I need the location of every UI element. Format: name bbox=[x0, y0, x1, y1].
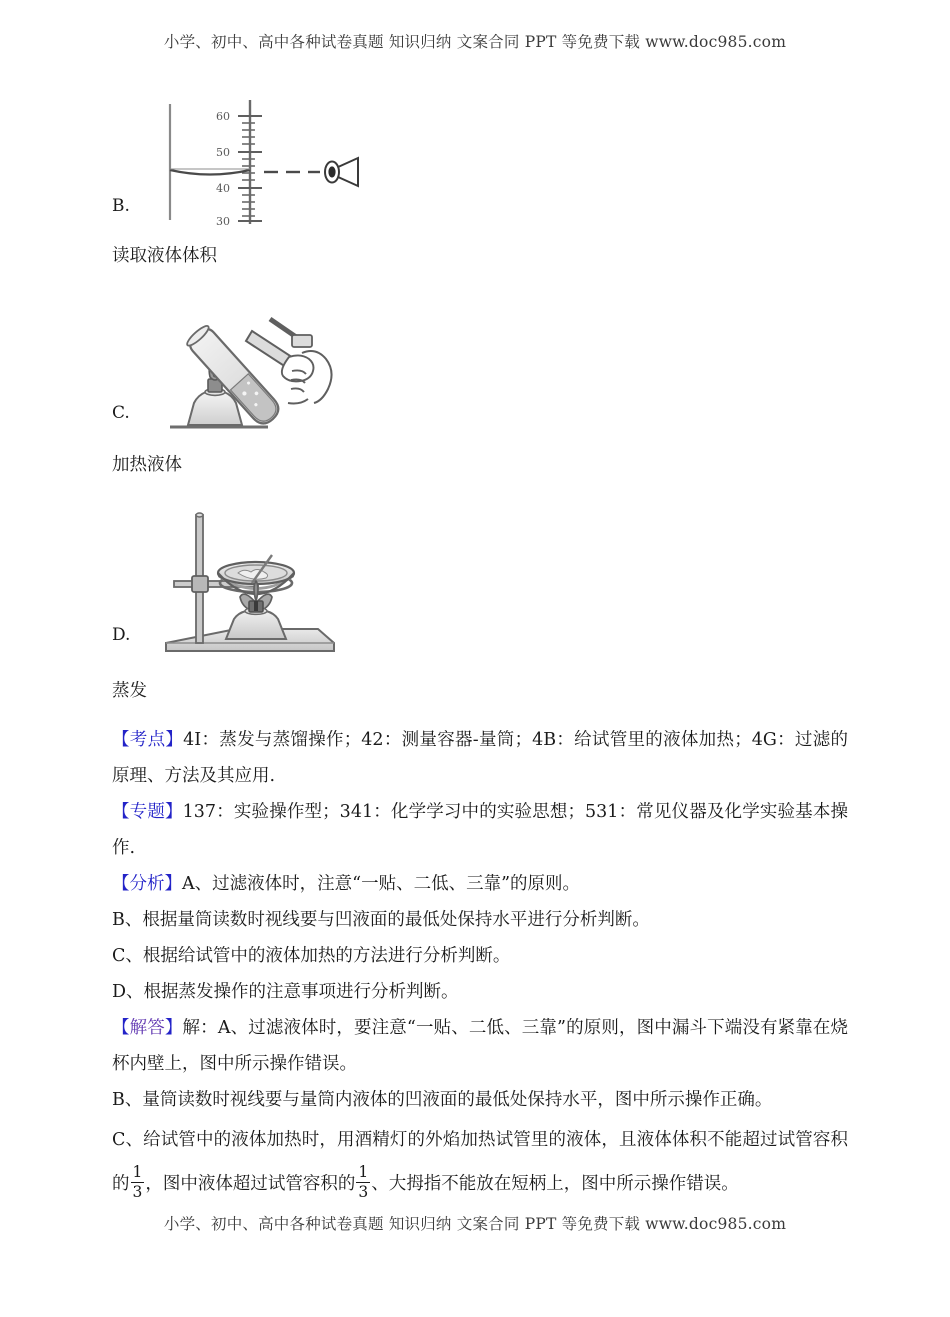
hand bbox=[282, 351, 332, 404]
scale-tick-50: 50 bbox=[216, 146, 230, 159]
jieda-paragraph-c bbox=[112, 1118, 848, 1206]
option-c-caption: 加热液体 bbox=[112, 454, 182, 475]
evaporation-dish-figure bbox=[152, 503, 382, 665]
jieda-tag-open: 【 bbox=[112, 1017, 130, 1038]
fenxi-paragraph-b bbox=[112, 902, 848, 938]
heating-liquid-in-test-tube-figure bbox=[152, 291, 382, 439]
content-column bbox=[112, 96, 848, 1206]
option-d-label: D. bbox=[112, 625, 131, 645]
fenxi-line-b: B、根据量筒读数时视线要与凹液面的最低处保持水平进行分析判断。 bbox=[112, 909, 650, 930]
zhuanti-paragraph bbox=[112, 794, 848, 866]
scale-tick-30: 30 bbox=[216, 215, 230, 228]
option-b-label: B. bbox=[112, 196, 130, 216]
option-c-label: C. bbox=[112, 402, 130, 423]
fraction-one-third-first bbox=[131, 1164, 145, 1200]
jieda-line-c-part3: 、大拇指不能放在短柄上，图中所示操作错误。 bbox=[371, 1173, 739, 1194]
jieda-line-c-part1: C、给试管中的液体加热时，用酒精灯的外焰加热试管里的液体，且液体体积不能超过试管容积的 bbox=[112, 1129, 848, 1194]
fenxi-paragraph-a bbox=[112, 866, 848, 902]
running-head: 小学、初中、高中各种试卷真题 知识归纳 文案合同 PPT 等免费下载 www.doc985.com bbox=[163, 33, 787, 51]
jieda-paragraph-a bbox=[112, 1010, 848, 1082]
fenxi-line-d: D、根据蒸发操作的注意事项进行分析判断。 bbox=[112, 981, 459, 1002]
ring-clamp bbox=[192, 576, 208, 592]
zhuanti-text: 137：实验操作型；341：化学学习中的实验思想；531：常见仪器及化学实验基本操作. bbox=[112, 801, 848, 858]
fraction-numerator: 1 bbox=[132, 1163, 143, 1182]
alcohol-lamp bbox=[226, 611, 286, 639]
jieda-line-b: B、量筒读数时视线要与量筒内液体的凹液面的最低处保持水平，图中所示操作正确。 bbox=[112, 1089, 773, 1110]
kaodian-tag: 【考点】 bbox=[112, 729, 184, 750]
fenxi-line-c: C、根据给试管中的液体加热的方法进行分析判断。 bbox=[112, 945, 511, 966]
jieda-lead: 解： bbox=[182, 1017, 218, 1038]
jieda-tag-inner: 解答 bbox=[129, 1017, 165, 1038]
option-b-figure-block bbox=[112, 96, 848, 228]
fenxi-line-a: A、过滤液体时，注意“一贴、二低、三靠”的原则。 bbox=[182, 873, 581, 894]
scale-tick-60: 60 bbox=[216, 110, 230, 123]
option-c-figure-block bbox=[112, 291, 848, 439]
option-d-caption: 蒸发 bbox=[112, 681, 147, 701]
graduated-cylinder-reading-figure bbox=[152, 98, 382, 230]
jieda-tag-close: 】 bbox=[164, 1017, 183, 1038]
kaodian-text: 4I：蒸发与蒸馏操作；42：测量容器‑量筒；4B：给试管里的液体加热；4G：过滤的原理、方法及其应用. bbox=[112, 729, 848, 786]
jieda-line-a: A、过滤液体时，要注意“一贴、二低、三靠”的原则，图中漏斗下端没有紧靠在烧杯内壁上，图中所示操作错误。 bbox=[112, 1017, 849, 1074]
eye-icon bbox=[325, 158, 358, 186]
jieda-tag bbox=[112, 1018, 183, 1038]
option-b-caption: 读取液体体积 bbox=[112, 246, 217, 266]
meniscus-curve bbox=[170, 170, 250, 175]
jieda-line-c-part2: ，图中液体超过试管容积的 bbox=[145, 1173, 356, 1194]
fraction-numerator: 1 bbox=[358, 1163, 369, 1182]
fraction-denominator: 3 bbox=[132, 1182, 143, 1201]
fraction-denominator: 3 bbox=[358, 1182, 369, 1201]
fenxi-tag: 【分析】 bbox=[112, 873, 182, 894]
fenxi-paragraph-d bbox=[112, 974, 848, 1010]
fenxi-paragraph-c bbox=[112, 938, 848, 974]
fraction-one-third-second bbox=[356, 1164, 370, 1200]
kaodian-paragraph bbox=[112, 722, 848, 794]
option-d-figure-block bbox=[112, 503, 848, 665]
running-foot: 小学、初中、高中各种试卷真题 知识归纳 文案合同 PPT 等免费下载 www.doc985.com bbox=[163, 1215, 787, 1233]
zhuanti-tag: 【专题】 bbox=[112, 801, 183, 822]
jieda-paragraph-b bbox=[112, 1082, 848, 1118]
scale-tick-40: 40 bbox=[216, 182, 230, 195]
